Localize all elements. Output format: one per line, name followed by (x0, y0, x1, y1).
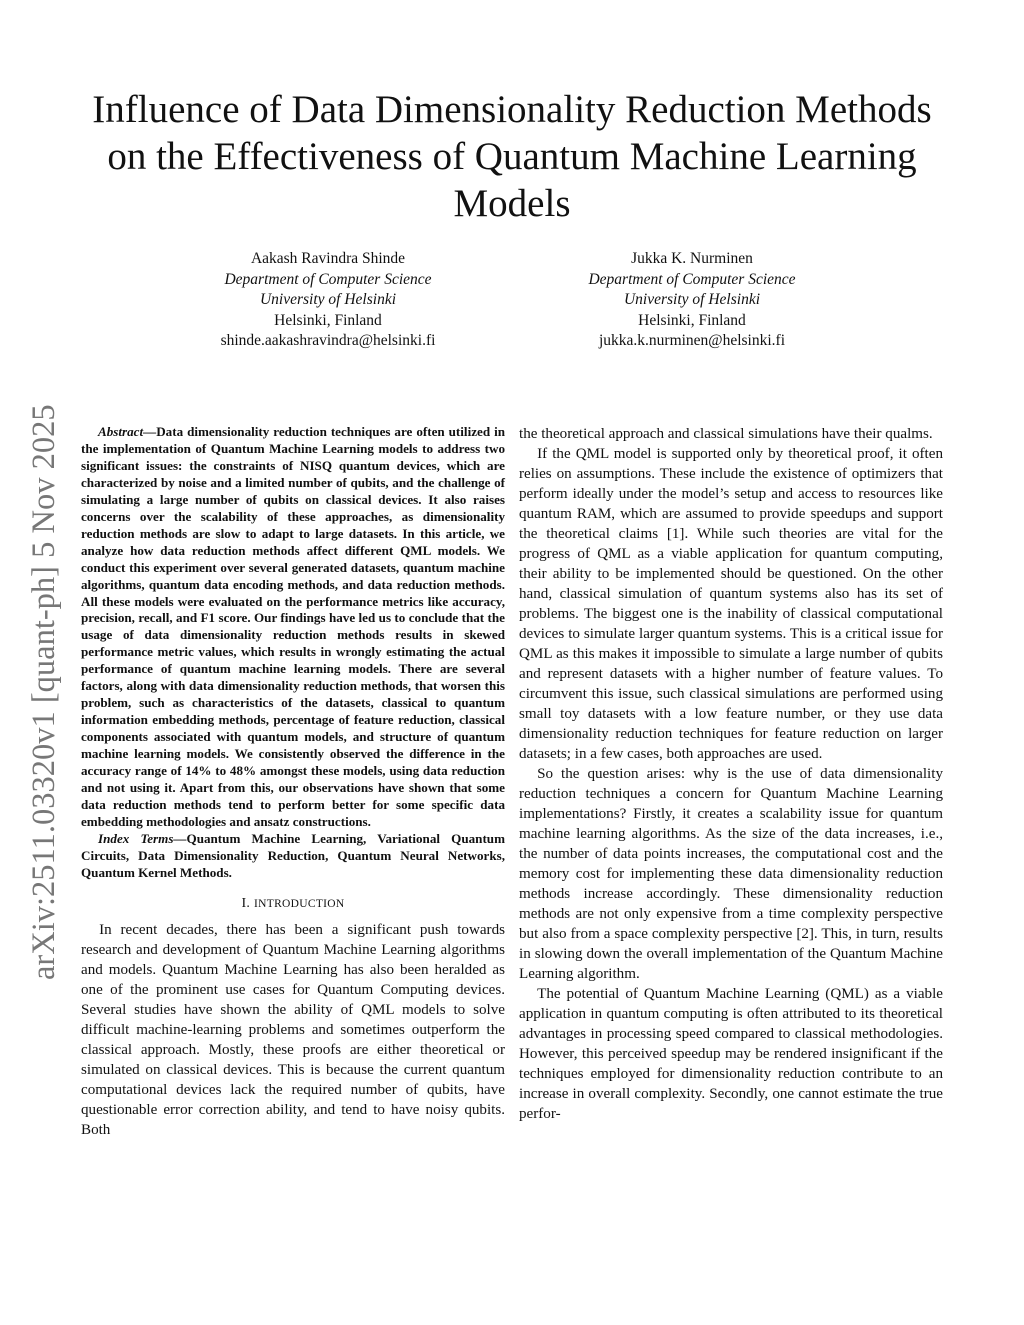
abstract-label: Abstract— (98, 424, 157, 439)
index-terms-text: Quantum Machine Learning, Variational Quantum Circuits, Data Dimensionality Reduction, Quantum Neural Networks, Quantum Kernel Methods. (81, 830, 505, 880)
arxiv-identifier (22, 350, 66, 980)
author-city: Helsinki, Finland (274, 311, 382, 329)
index-terms-label: Index Terms— (98, 830, 187, 846)
author-email: shinde.aakashravindra@helsinki.fi (220, 332, 436, 349)
author-email: jukka.k.nurminen@helsinki.fi (598, 332, 786, 349)
author-block-2 (502, 249, 882, 352)
body-paragraph: the theoretical approach and classical simulations have their qualms. (519, 426, 933, 442)
body-paragraph: So the question arises: why is the use of data dimensionality reduction techniques a concern for Quantum Machine Learning implementations? Firstly, it creates a scalability issue for quantum machine learning algorithms. As the size of the data increases, i.e., the number of data points increases, the computational cost and the memory cost for implementing these data dimensionality reduction methods increase accordingly. These dimensionality reduction methods are not only expensive from a time complexity perspective but also from a space complexity perspective [2]. This, in turn, results in slowing down the overall implementation of the Quantum Machine Learning algorithm. (519, 766, 943, 982)
section-title: INTRODUCTION (254, 897, 345, 910)
abstract (81, 424, 505, 831)
right-column (519, 424, 943, 1124)
author-university: University of Helsinki (623, 291, 761, 308)
author-department: Department of Computer Science (224, 270, 432, 288)
section-heading-introduction (81, 894, 505, 914)
author-block-1 (138, 249, 518, 352)
section-number: I. (241, 895, 255, 911)
body-paragraph: If the QML model is supported only by theoretical proof, it often relies on assumptions. These include the existence of optimizers that perform ideally under the model’s setup and access to resources like quantum RAM, which are assumed to provide speedups and support the theoretical claims [1]. While such theories are vital for the progress of QML as a viable application for quantum computing, their ability to be implemented should be questioned. On the other hand, classical simulation of quantum systems also has its set of problems. The biggest one is the inability of classical computational devices to simulate larger quantum systems. This is a critical issue for QML as this makes it impossible to simulate a large number of qubits and represent datasets with a higher number of feature values. To circumvent this issue, such classical simulations are performed using small toy datasets with a low feature number, or they use data dimensionality reduction techniques for feature reduction on larger datasets; in a few cases, both approaches are used. (519, 446, 943, 762)
author-name: Jukka K. Nurminen (631, 250, 753, 267)
paper-title: Influence of Data Dimensionality Reduction Methods on the Effectiveness of Quantum Machine Learning Models (92, 88, 932, 225)
body-paragraph: In recent decades, there has been a significant push towards research and development of Quantum Machine Learning algorithms and models. Quantum Machine Learning has also been heralded as one of the prominent use cases for Quantum Computing devices. Several studies have shown the ability of QML models to solve difficult machine-learning problems and sometimes outperform the classical approach. Mostly, these proofs are either theoretical or simulated on classical devices. This is because the current quantum computational devices lack the required number of qubits, have questionable error correction ability, and tend to have noisy qubits. Both (81, 921, 505, 1138)
arxiv-identifier-text: arXiv:2511.03320v1 [quant-ph] 5 Nov 2025 (26, 404, 62, 980)
index-terms (81, 831, 505, 882)
author-department: Department of Computer Science (588, 270, 796, 288)
body-paragraph: The potential of Quantum Machine Learning (QML) as a viable application in quantum computing is often attributed to its theoretical advantages in processing speed compared to classical methodologies. However, this perceived speedup may be rendered insignificant if the techniques employed for dimensionality reduction contribute to an increase in overall complexity. Secondly, one cannot estimate the true perfor- (519, 986, 943, 1122)
left-column (81, 424, 505, 1140)
author-name: Aakash Ravindra Shinde (250, 250, 406, 267)
abstract-text: Data dimensionality reduction techniques are often utilized in the implementation of Quantum Machine Learning models to address two significant issues: the constraints of NISQ quantum devices, which are characterized by noise and a limited number of qubits, and the challenge of simulating a large number of qubits on classical devices. It also raises concerns over the scalability of these approaches, as dimensionality reduction methods are slow to adapt to large datasets. In this article, we analyze how data reduction methods affect different QML models. We conduct this experiment over several generated datasets, quantum machine algorithms, quantum data encoding methods, and data reduction methods. All these models were evaluated on the performance metrics like accuracy, precision, recall, and F1 score. Our findings have led us to conclude that the usage of data dimensionality reduction methods results in skewed performance metric values, which results in wrongly estimating the actual performance of quantum machine learning models. There are several factors, along with data dimensionality reduction methods, that worsen this problem, such as characteristics of the datasets, classical to quantum information embedding methods, percentage of feature reduction, classical components associated with quantum models, and structure of quantum machine learning models. We consistently observed the difference in the accuracy range of 14% to 48% amongst these models, using data reduction and not using it. Apart from this, our observations have shown that some data reduction methods tend to perform better for some specific data embedding methodologies and ansatz constructions. (81, 424, 505, 829)
author-university: University of Helsinki (259, 291, 397, 308)
author-city: Helsinki, Finland (638, 311, 746, 329)
